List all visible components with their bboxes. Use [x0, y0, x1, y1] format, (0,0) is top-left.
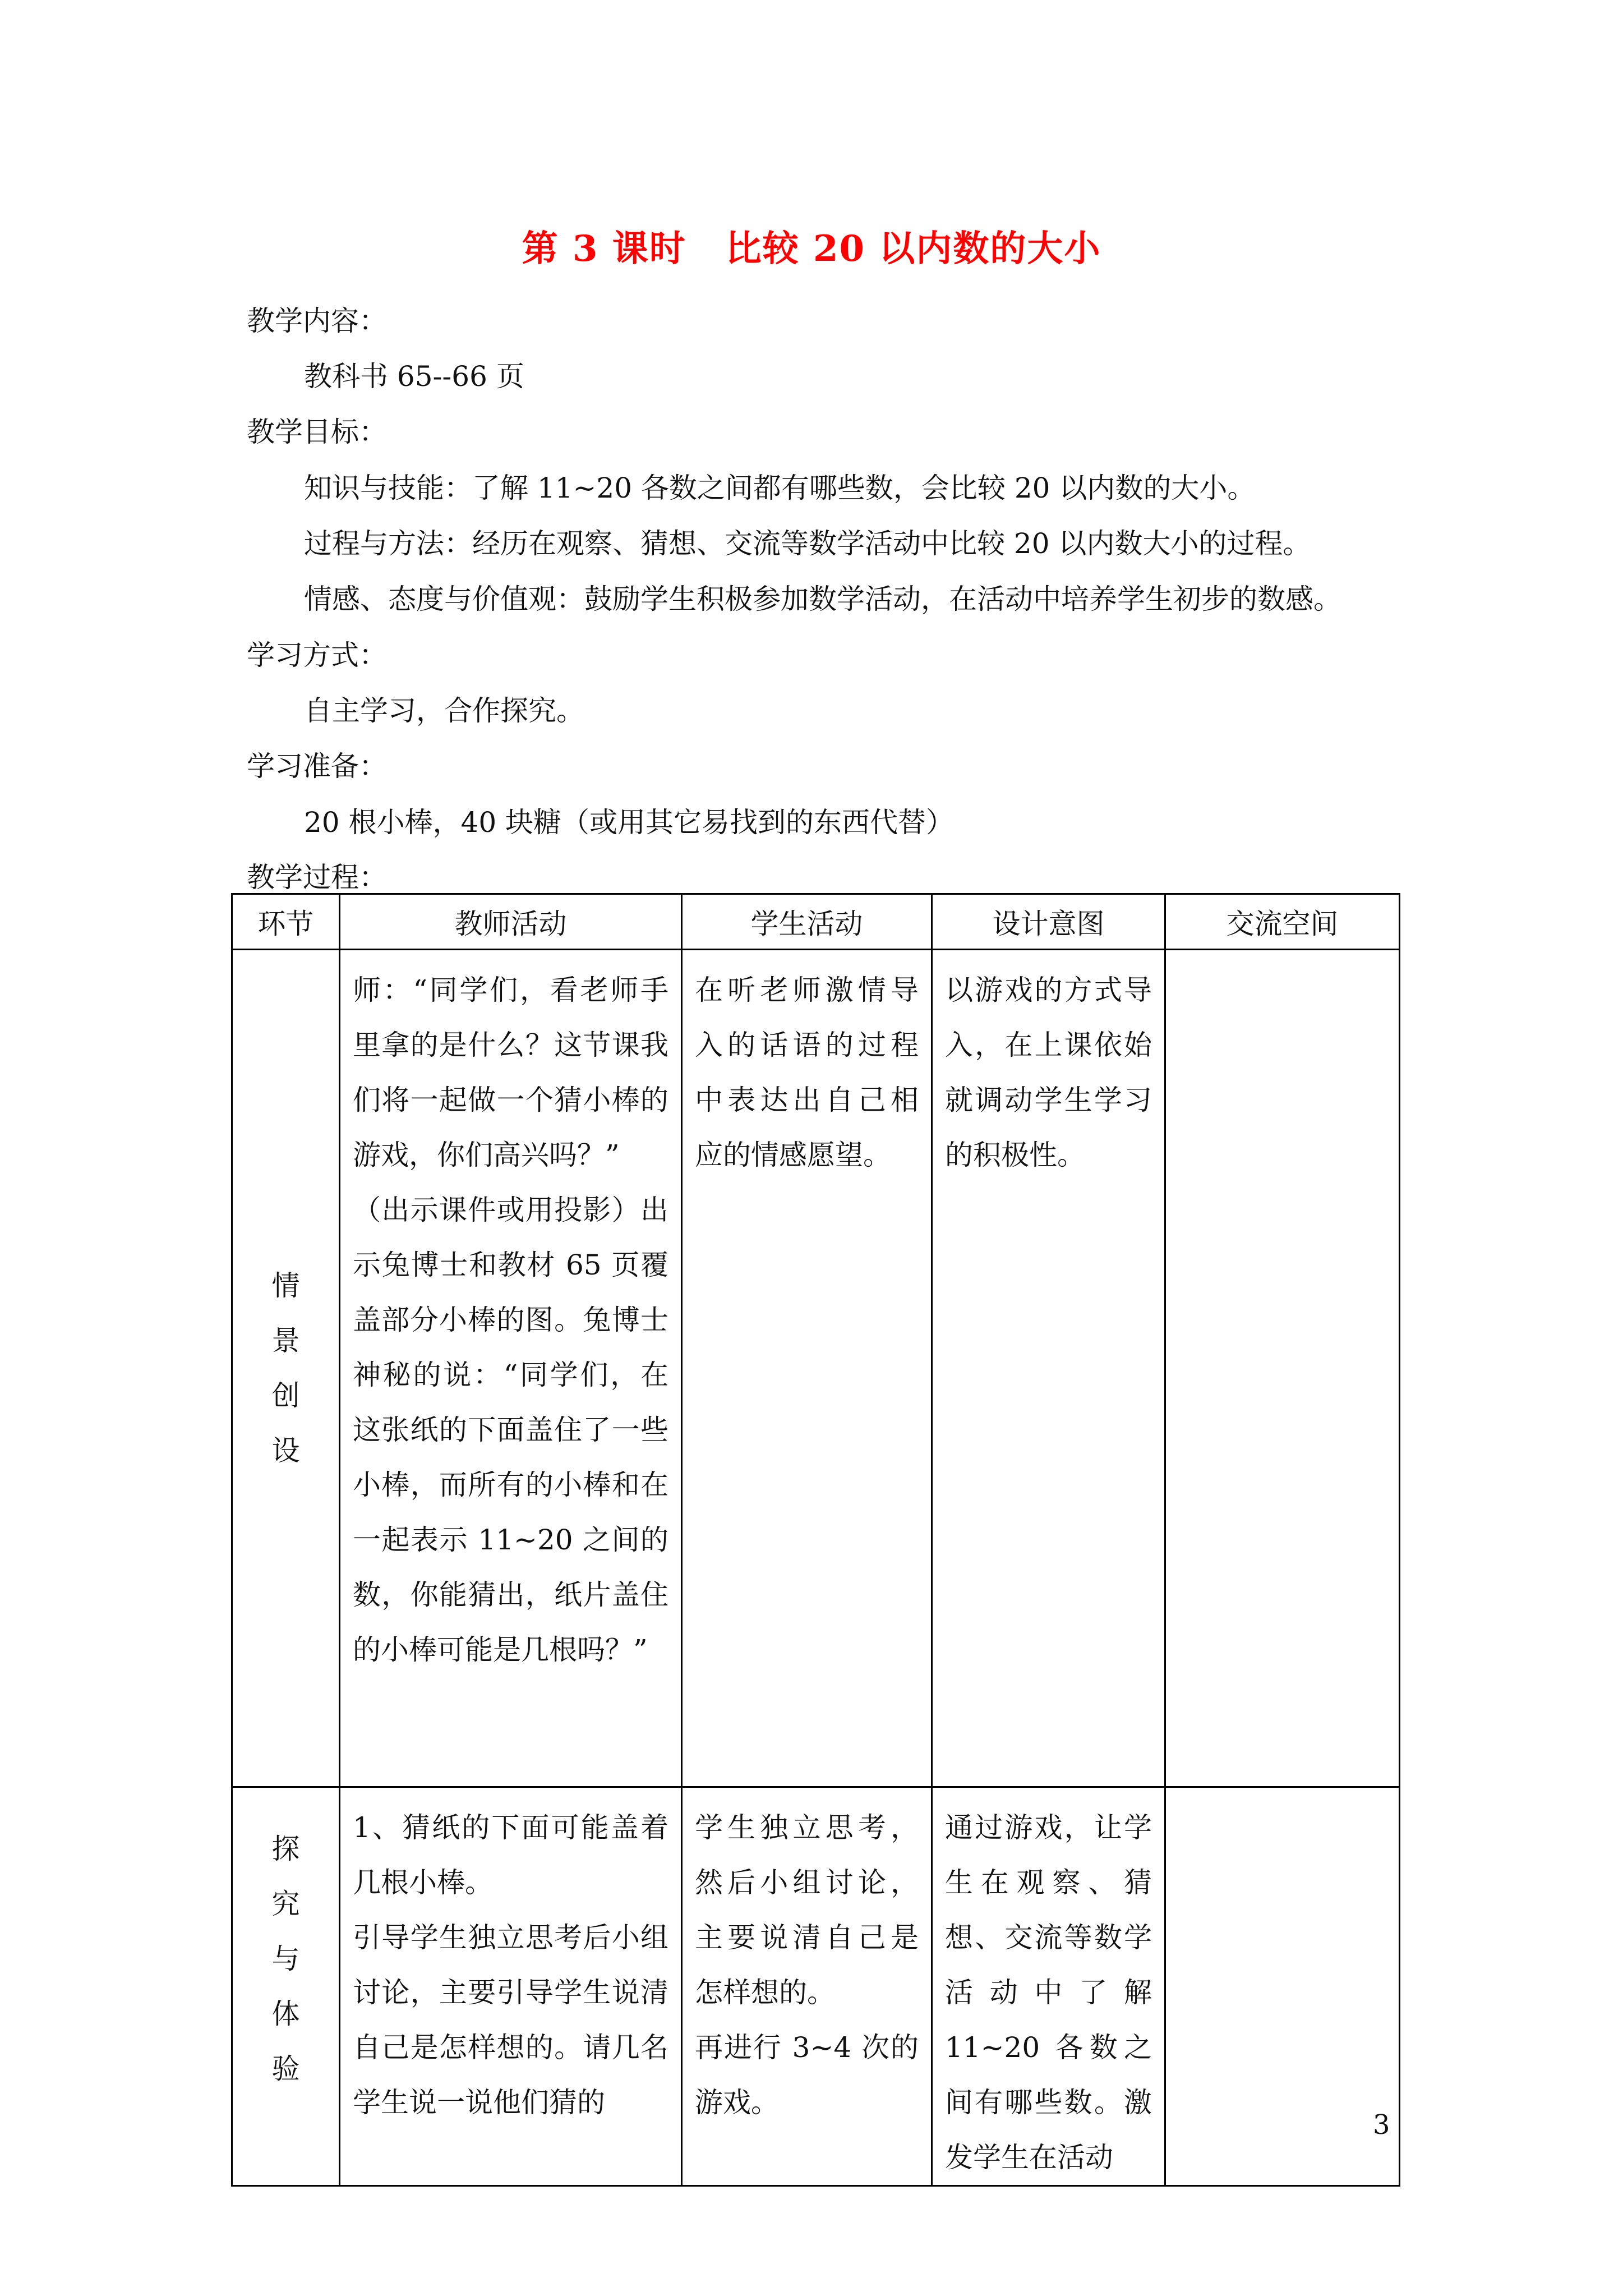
teacher-activity-text: 1、猜纸的下面可能盖着几根小棒。 引导学生独立思考后小组讨论，主要引导学生说清自己是怎样想的。请几名学生说一说他们猜的	[353, 1811, 668, 2119]
page-title	[0, 220, 1623, 272]
header-design: 设计意图	[932, 894, 1165, 950]
discussion-space-cell	[1165, 950, 1400, 1787]
design-intent-text: 通过游戏，让学生在观察、猜想、交流等数学活动中了解 11~20 各数之间有哪些数。激发学生在活动	[945, 1811, 1161, 2174]
header-student: 学生活动	[682, 894, 932, 950]
method-text: 自主学习，合作探究。	[304, 694, 584, 727]
stage-label: 情景创设	[271, 1269, 300, 1467]
header-teacher: 教师活动	[340, 894, 682, 950]
goals-heading: 教学目标：	[247, 416, 387, 448]
goal-process: 过程与方法：经历在观察、猜想、交流等数学活动中比较 20 以内数大小的过程。	[304, 527, 1311, 560]
design-intent-text: 以游戏的方式导入，在上课依始就调动学生学习的积极性。	[945, 974, 1152, 1171]
design-intent-cell	[932, 950, 1165, 1787]
content-text: 教科书 65--66 页	[304, 360, 524, 393]
design-intent-cell	[932, 1787, 1165, 2186]
goal-emotion: 情感、态度与价值观：鼓励学生积极参加数学活动，在活动中培养学生初步的数感。	[304, 583, 1341, 615]
prep-text: 20 根小棒，40 块糖（或用其它易找到的东西代替）	[304, 806, 955, 839]
stage-cell	[232, 1787, 340, 2186]
prep-heading: 学习准备：	[247, 750, 387, 783]
header-space: 交流空间	[1165, 894, 1400, 950]
stage-label: 探究与体验	[271, 1833, 300, 2085]
lesson-topic: 比较 20 以内数的大小	[725, 228, 1101, 270]
lesson-number: 第 3 课时	[522, 228, 686, 270]
goal-knowledge: 知识与技能：了解 11~20 各数之间都有哪些数，会比较 20 以内数的大小。	[304, 472, 1256, 504]
header-stage: 环节	[232, 894, 340, 950]
table-row	[232, 950, 1400, 1787]
discussion-space-cell	[1165, 1787, 1400, 2186]
student-activity-text: 在听老师激情导入的话语的过程中表达出自己相应的情感愿望。	[695, 974, 919, 1171]
student-activity-cell	[682, 950, 932, 1787]
method-heading: 学习方式：	[247, 639, 387, 671]
table-row	[232, 1787, 1400, 2186]
lesson-table	[231, 893, 1400, 2187]
teacher-activity-cell	[340, 950, 682, 1787]
content-heading: 教学内容：	[247, 305, 387, 337]
teacher-activity-cell	[340, 1787, 682, 2186]
table-header-row	[232, 894, 1400, 950]
page-number: 3	[1373, 2109, 1390, 2141]
stage-cell	[232, 950, 340, 1787]
student-activity-cell	[682, 1787, 932, 2186]
student-activity-text: 学生独立思考，然后小组讨论，主要说清自己是怎样想的。 再进行 3~4 次的游戏。	[695, 1811, 919, 2119]
teacher-activity-text: 师：“同学们，看老师手里拿的是什么？这节课我们将一起做一个猜小棒的游戏，你们高兴吗？” （出示课件或用投影）出示兔博士和教材 65 页覆盖部分小棒的图。兔博士神秘的说：“同学们，在这张纸的下面盖住了一些小棒，而所有的小棒和在一起表示 11~20 之间的数，你能猜出，纸片盖住的小棒可能是几根吗？”	[353, 974, 668, 1666]
process-heading: 教学过程：	[247, 861, 387, 894]
